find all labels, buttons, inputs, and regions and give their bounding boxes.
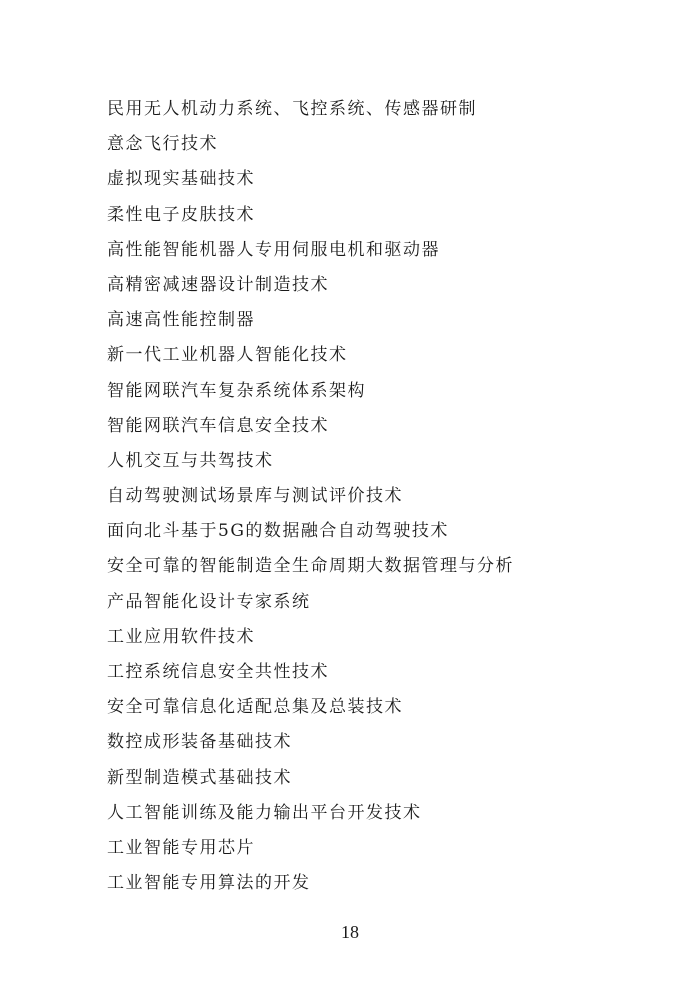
technology-item-list (107, 92, 514, 901)
list-item: 高精密减速器设计制造技术 (107, 274, 329, 295)
list-item: 虚拟现实基础技术 (107, 169, 255, 190)
list-item: 新型制造模式基础技术 (107, 767, 292, 788)
list-item: 安全可靠的智能制造全生命周期大数据管理与分析 (107, 556, 514, 577)
list-item: 人机交互与共驾技术 (107, 450, 274, 471)
list-item: 人工智能训练及能力输出平台开发技术 (107, 802, 422, 823)
list-item: 高速高性能控制器 (107, 310, 255, 331)
list-item: 新一代工业机器人智能化技术 (107, 345, 348, 366)
page-number: 18 (341, 922, 359, 942)
list-item: 工控系统信息安全共性技术 (107, 662, 329, 682)
list-item: 自动驾驶测试场景库与测试评价技术 (107, 486, 403, 507)
list-item: 产品智能化设计专家系统 (107, 591, 311, 612)
list-item: 智能网联汽车信息安全技术 (107, 415, 329, 436)
list-item: 意念飞行技术 (107, 134, 218, 155)
list-item: 柔性电子皮肤技术 (107, 204, 255, 225)
list-item: 高性能智能机器人专用伺服电机和驱动器 (107, 239, 440, 260)
list-item: 安全可靠信息化适配总集及总装技术 (107, 697, 403, 718)
list-item: 工业智能专用芯片 (107, 837, 255, 858)
list-item: 面向北斗基于5G的数据融合自动驾驶技术 (107, 521, 449, 542)
list-item: 数控成形装备基础技术 (107, 732, 292, 753)
list-item: 工业应用软件技术 (107, 626, 255, 647)
list-item: 工业智能专用算法的开发 (107, 873, 311, 894)
list-item: 民用无人机动力系统、飞控系统、传感器研制 (107, 99, 477, 119)
list-item: 智能网联汽车复杂系统体系架构 (107, 380, 366, 401)
